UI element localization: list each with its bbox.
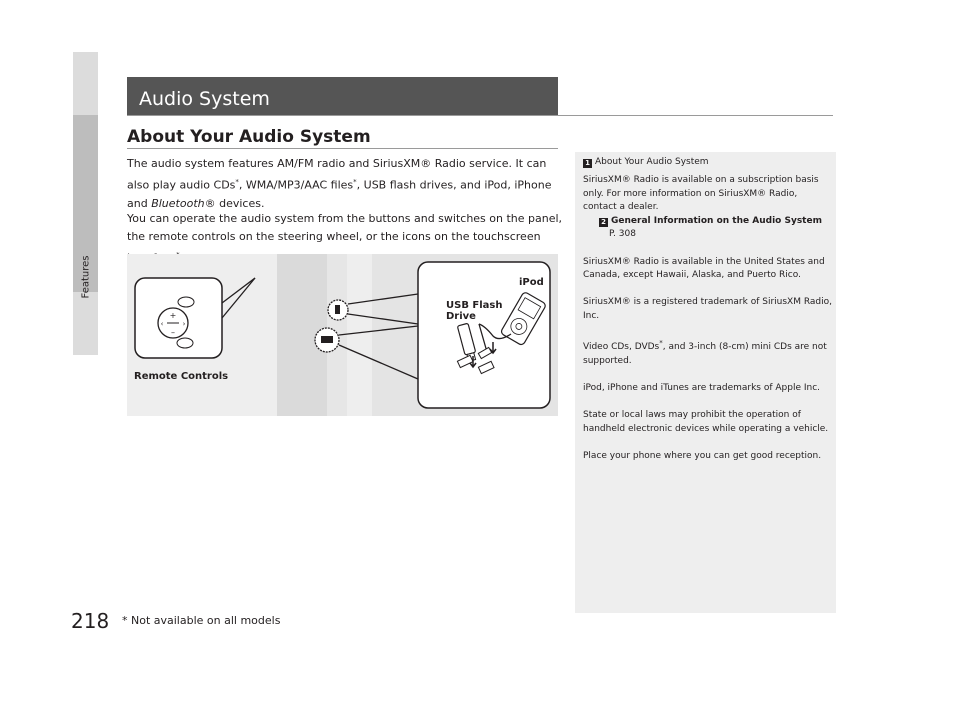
svg-text:+: + <box>169 311 177 320</box>
audio-system-illustration <box>127 254 558 416</box>
svg-text:›: › <box>182 320 186 328</box>
sidebar-note: SiriusXM® Radio is available in the United States and Canada, except Hawaii, Alaska, and Puerto Rico. <box>583 256 825 281</box>
reference-arrow-icon: 2 <box>599 218 608 227</box>
controls-paragraph: You can operate the audio system from the buttons and switches on the panel, the remote controls on the steering wheel, or the icons on the touchscreen <box>127 212 563 243</box>
sidebar-notes <box>575 152 836 613</box>
sidebar-note: SiriusXM® is a registered trademark of SiriusXM Radio, Inc. <box>583 297 832 321</box>
sidebar-note: Place your phone where you can get good reception. <box>583 450 822 461</box>
usb-drive-label: Drive <box>446 311 476 322</box>
svg-text:‹: ‹ <box>160 320 164 328</box>
sidebar-note: State or local laws may prohibit the operation of handheld electronic devices while operating a vehicle. <box>583 410 829 434</box>
sidebar-note: SiriusXM® Radio is available on a subscription basis only. For more information on SiriusXM® Radio, contact a dealer. 2 General Information on the Audio System P. 308 <box>583 175 822 240</box>
note-icon: 1 <box>583 159 592 168</box>
remote-controls-label: Remote Controls <box>134 371 229 382</box>
svg-text:–: – <box>171 328 175 337</box>
remote-control-panel <box>135 278 222 358</box>
footnote: * Not available on all models <box>122 614 281 627</box>
usb-flash-label: USB Flash <box>446 300 503 311</box>
cross-reference-page: P. 308 <box>609 229 636 240</box>
sidebar-note: Video CDs, DVDs*, and 3-inch (8-cm) mini CDs are not supported. <box>583 339 827 366</box>
subsection-divider <box>127 148 558 149</box>
page-number: 218 <box>71 609 110 633</box>
cross-reference[interactable]: 2 General Information on the Audio System <box>583 216 822 226</box>
sidebar-heading: 1 About Your Audio System <box>583 157 709 168</box>
section-header <box>127 77 558 115</box>
sidebar-note: iPod, iPhone and iTunes are trademarks of Apple Inc. <box>583 382 821 393</box>
sidebar-body <box>583 174 833 477</box>
section-divider <box>127 115 833 116</box>
subsection-title: About Your Audio System <box>127 127 371 147</box>
chapter-tab-label: Features <box>80 255 92 299</box>
intro-paragraph: The audio system features AM/FM radio and SiriusXM® Radio service. It can also play audio CDs*, WMA/MP3/AAC files*, USB flash drives, and iPod, iPhone and Bluetooth® devices. <box>127 157 552 210</box>
section-title: Audio System <box>139 88 270 110</box>
ipod-label: iPod <box>519 277 544 288</box>
